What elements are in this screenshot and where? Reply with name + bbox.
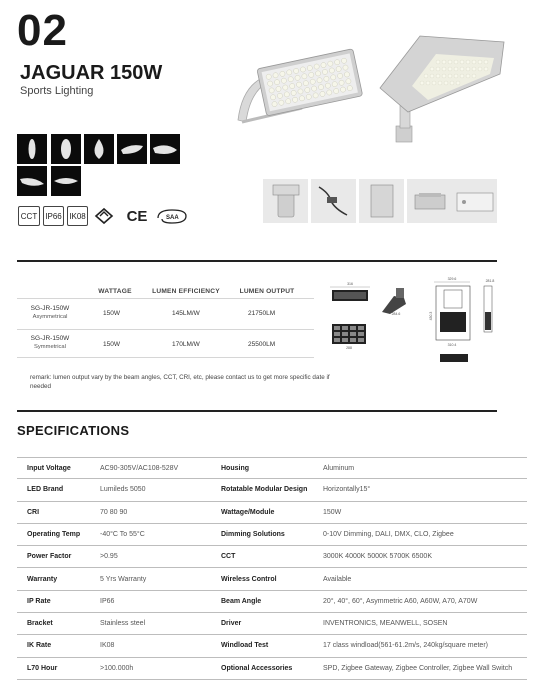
- table-rule: [17, 298, 314, 299]
- product-subtitle: Sports Lighting: [20, 85, 94, 97]
- ip66-badge: IP66: [43, 206, 64, 226]
- dimension-label: 329.6: [447, 277, 457, 281]
- spec-value: Available: [323, 575, 352, 583]
- col-wattage-header: WATTAGE: [98, 288, 132, 295]
- efficiency-value: 170LM/W: [172, 341, 200, 348]
- spec-row: [17, 479, 527, 501]
- spec-key: IP Rate: [27, 597, 51, 605]
- spec-value: >0.95: [100, 553, 118, 561]
- output-value: 25500LM: [248, 341, 276, 348]
- model-name: SG-JR-150W: [30, 305, 70, 312]
- floodlight-pole-mount-image: [376, 28, 506, 143]
- dimension-label: 284.6: [391, 312, 401, 316]
- spec-value: 150W: [323, 508, 342, 516]
- sensor-module-icon: [452, 179, 497, 223]
- spec-key: Warranty: [27, 575, 58, 583]
- efficiency-value: 145LM/W: [172, 310, 200, 317]
- beam-a70-icon: [17, 166, 47, 196]
- spec-row: [17, 658, 527, 680]
- spec-key: Operating Temp: [27, 530, 81, 538]
- spec-key: Input Voltage: [27, 465, 71, 472]
- spec-key: CRI: [27, 508, 40, 516]
- spec-value: Stainless steel: [100, 620, 146, 628]
- spec-key: Wattage/Module: [221, 508, 275, 516]
- ce-mark: CE: [126, 207, 148, 225]
- controller-icon: [407, 179, 452, 223]
- spec-value: 5 Yrs Warranty: [100, 575, 147, 583]
- spec-value: INVENTRONICS, MEANWELL, SOSEN: [323, 620, 448, 628]
- spec-row: [17, 613, 527, 635]
- beam-40-icon: [51, 134, 81, 164]
- wattage-value: 150W: [103, 341, 120, 348]
- spec-value: IK08: [100, 642, 115, 650]
- wattage-value: 150W: [103, 310, 120, 317]
- dimension-label: 281.8: [485, 279, 495, 283]
- spec-key: Dimming Solutions: [221, 530, 285, 538]
- spec-row: [17, 524, 527, 546]
- spec-row: [17, 569, 527, 591]
- product-title: JAGUAR 150W: [20, 62, 163, 84]
- spec-value: 20°, 40°, 60°, Asymmetric A60, A60W, A70, A70W: [323, 597, 478, 605]
- spec-value: 70 80 90: [100, 508, 128, 516]
- spec-value: -40°C To 55°C: [100, 530, 145, 538]
- spec-key: Wireless Control: [221, 575, 277, 583]
- svg-text:SAA: SAA: [166, 215, 179, 221]
- saa-mark-icon: [156, 206, 188, 226]
- spec-row: [17, 635, 527, 657]
- spec-row: [17, 502, 527, 524]
- dimension-label: 430.3: [429, 311, 433, 321]
- drawing-front-view: [326, 320, 374, 350]
- spec-key: Bracket: [27, 620, 53, 628]
- spec-row: [17, 457, 527, 479]
- section-divider: [17, 410, 497, 412]
- output-value: 21750LM: [248, 310, 276, 317]
- driver-box-icon: [359, 179, 404, 223]
- drawing-elevation-view: [426, 276, 498, 368]
- spec-key: Rotatable Modular Design: [221, 486, 308, 494]
- spec-value: IP66: [100, 597, 115, 605]
- spec-value: AC90-305V/AC108-528V: [100, 465, 179, 472]
- drawing-side-view: [380, 286, 412, 316]
- spec-key: L70 Hour: [27, 664, 58, 672]
- spec-value: SPD, Zigbee Gateway, Zigbee Controller, Zigbee Wall Switch: [323, 664, 513, 672]
- spec-value: Aluminum: [323, 465, 355, 472]
- beam-a70w-icon: [51, 166, 81, 196]
- spec-row: [17, 591, 527, 613]
- drawing-top-view: [326, 280, 374, 304]
- spec-key: Power Factor: [27, 553, 72, 561]
- beam-asym-a60w-icon: [150, 134, 180, 164]
- table-rule: [17, 329, 314, 330]
- cable-icon: [311, 179, 356, 223]
- spec-key: Beam Angle: [221, 597, 262, 605]
- spec-value: >100.000h: [100, 664, 134, 672]
- dimension-label: 288: [346, 346, 352, 350]
- remark-note: remark: lumen output vary by the beam angles, CCT, CRI, etc, please contact us to get more specific date if needed: [30, 374, 330, 390]
- model-type: Asymmetrical: [32, 314, 68, 320]
- beam-asym-a60-icon: [117, 134, 147, 164]
- spec-value: Horizontally15°: [323, 486, 371, 494]
- table-rule: [17, 357, 314, 358]
- spec-key: Driver: [221, 620, 242, 628]
- ik08-badge: IK08: [67, 206, 88, 226]
- spec-key: Optional Accessories: [221, 664, 293, 672]
- spec-key: Housing: [221, 465, 249, 472]
- spec-row: [17, 546, 527, 568]
- spec-value: 0-10V Dimming, DALI, DMX, CLO, Zigbee: [323, 530, 454, 538]
- spec-value: Lumileds 5050: [100, 486, 146, 494]
- spec-value: 3000K 4000K 5000K 5700K 6500K: [323, 553, 432, 561]
- model-type: Symmetrical: [34, 344, 66, 350]
- page-number: 02: [17, 6, 68, 55]
- col-output-header: LUMEN OUTPUT: [239, 288, 295, 295]
- beam-60-icon: [84, 134, 114, 164]
- dimension-label: 310.4: [447, 343, 457, 347]
- col-efficiency-header: LUMEN EFFICIENCY: [152, 288, 220, 295]
- cct-badge: CCT: [18, 206, 40, 226]
- spec-key: Windload Test: [221, 642, 269, 650]
- floodlight-angled-image: [232, 48, 372, 128]
- bracket-icon: [263, 179, 308, 223]
- spec-key: CCT: [221, 553, 236, 561]
- model-name: SG-JR-150W: [30, 335, 70, 342]
- spec-key: IK Rate: [27, 642, 52, 650]
- beam-20-icon: [17, 134, 47, 164]
- spec-value: 17 class windload(561-61.2m/s, 240kg/square meter): [323, 642, 488, 650]
- spec-key: LED Brand: [27, 486, 64, 494]
- dimension-label: 316: [347, 282, 353, 286]
- section-divider: [17, 260, 497, 262]
- specifications-heading: SPECIFICATIONS: [17, 423, 130, 438]
- rcm-mark-icon: [92, 206, 116, 226]
